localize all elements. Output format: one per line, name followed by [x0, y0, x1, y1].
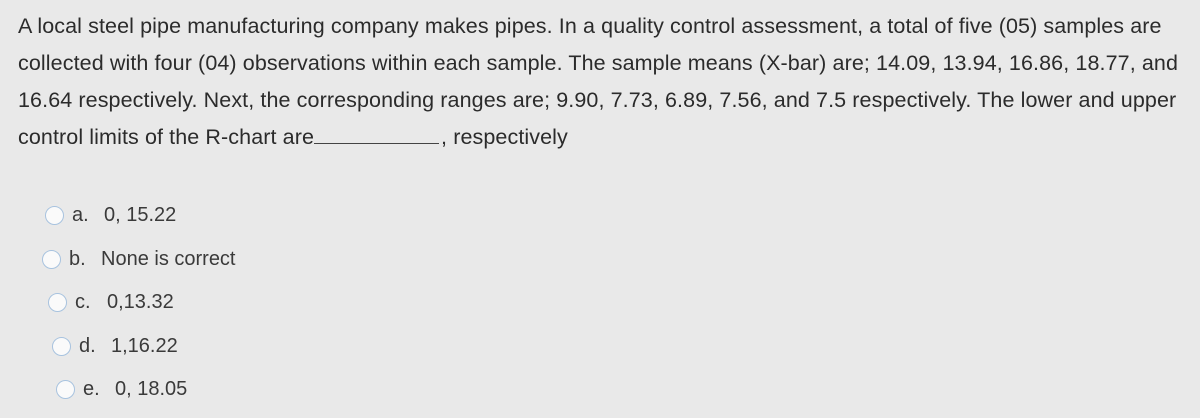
question-text — [18, 8, 1183, 156]
answer-options — [42, 194, 236, 412]
option-text: 0, 15.22 — [104, 204, 177, 227]
option-b[interactable] — [42, 238, 236, 282]
radio-button-icon[interactable] — [45, 206, 64, 225]
option-d[interactable] — [42, 325, 236, 369]
radio-button-icon[interactable] — [42, 250, 61, 269]
option-text: 0, 18.05 — [115, 378, 188, 401]
answer-blank — [314, 124, 439, 144]
option-letter: d. — [79, 334, 96, 357]
option-text: 0,13.32 — [107, 291, 174, 314]
question-suffix: , respectively — [441, 125, 568, 149]
question-body: A local steel pipe manufacturing company makes pipes. In a quality control assessment, a total of five (05) samples are collected with four (04) observations within each sample. The sample means (X-bar) are; 14.09, 13.94, 16.86, 18.77, and 16.64 respectively. Next, the corresponding ranges are; 9.90, 7.73, 6.89, 7.56, and 7.5 respectively. The lower and upper control limits of the R-chart are — [18, 14, 1179, 149]
option-letter: c. — [75, 291, 91, 314]
option-letter: b. — [69, 247, 86, 270]
radio-button-icon[interactable] — [52, 337, 71, 356]
option-text: None is correct — [101, 247, 236, 270]
option-a[interactable] — [42, 194, 236, 238]
option-e[interactable] — [42, 368, 236, 412]
option-letter: a. — [72, 204, 89, 227]
option-letter: e. — [83, 378, 100, 401]
radio-button-icon[interactable] — [48, 293, 67, 312]
option-text: 1,16.22 — [111, 334, 178, 357]
option-c[interactable] — [42, 281, 236, 325]
radio-button-icon[interactable] — [56, 380, 75, 399]
